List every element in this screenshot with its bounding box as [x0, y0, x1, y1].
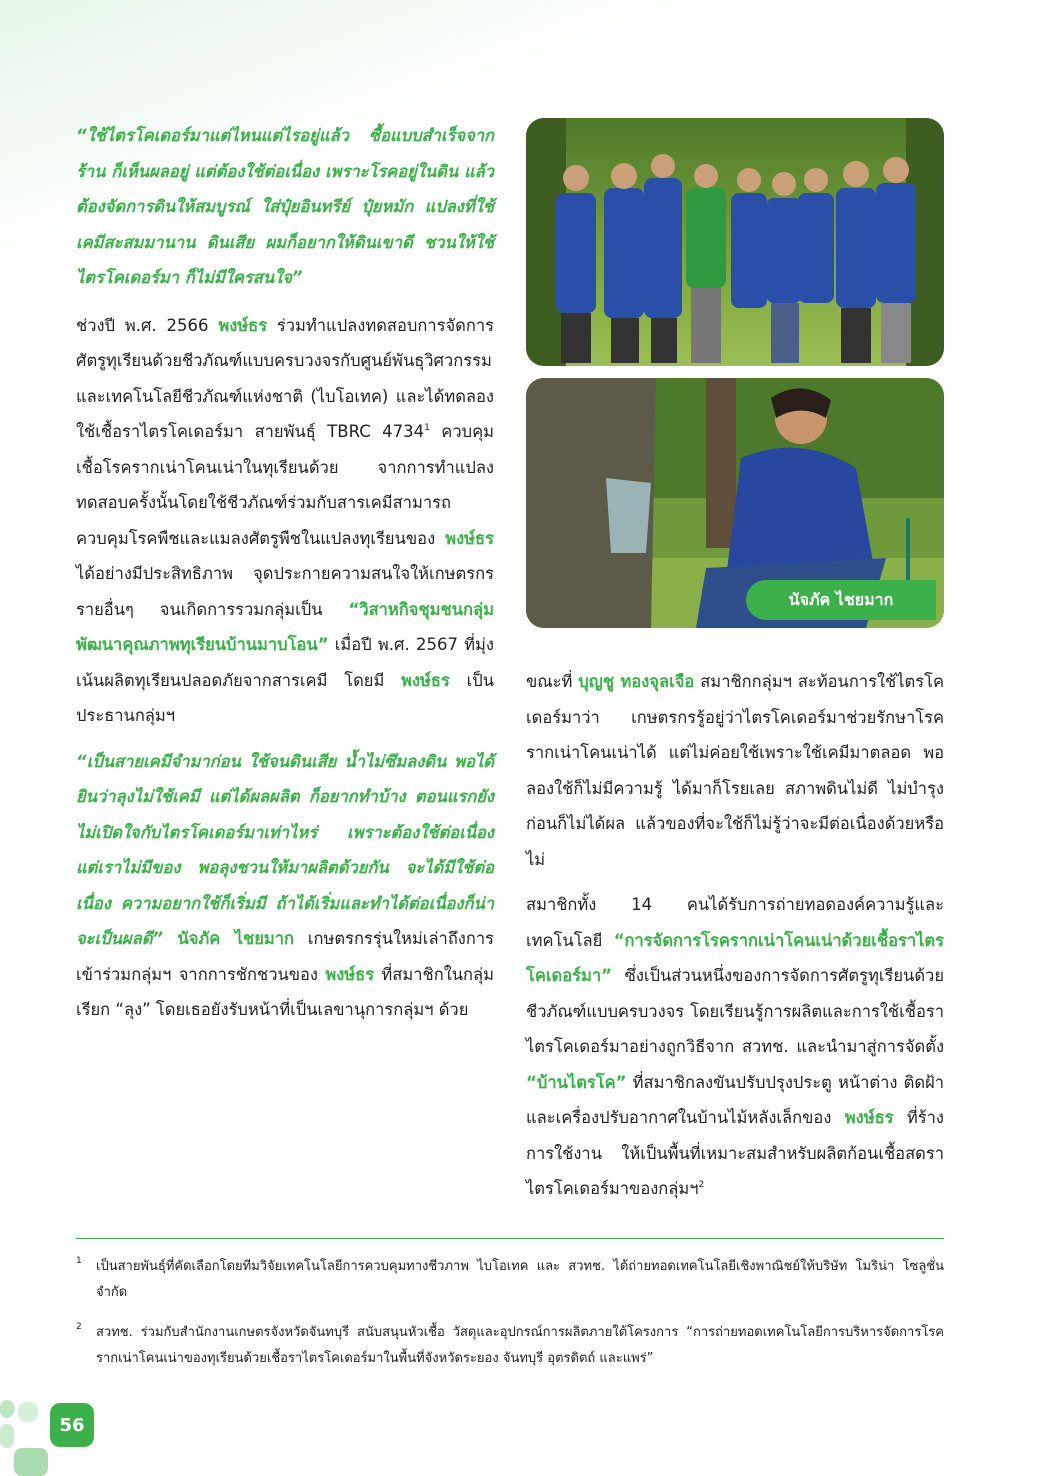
- photo-caption: นัจภัค ไชยมาก: [746, 580, 936, 620]
- topic-highlight: “การจัดการโรครากเน่าโคนเน่าด้วยเชื้อราไตรโคเดอร์มา”: [526, 930, 944, 985]
- name-highlight: พงษ์ธร: [445, 528, 494, 548]
- footnote-number: 2: [76, 1322, 82, 1332]
- decor-square: [14, 1448, 48, 1476]
- name-highlight: พงษ์ธร: [844, 1108, 894, 1127]
- paragraph-history: ช่วงปี พ.ศ. 2566 พงษ์ธร ร่วมทำแปลงทดสอบการจัดการศัตรูทุเรียนด้วยชีวภัณฑ์แบบครบวงจรกับศูนย์พันธุวิศวกรรมและเทคโนโลยีชีวภัณฑ์แห่งชาติ (ไบโอเทค) และได้ทดลองใช้เชื้อราไตรโคเดอร์มา สายพันธุ์ TBRC 4734$^1$ ควบคุมเชื้อโรครากเน่าโคนเน่าในทุเรียนด้วย จากการทำแปลงทดสอบครั้งนั้นโดยใช้ชีวภัณฑ์ร่วมกับสารเคมีสามารถควบคุมโรคพืชและแมลงศัตรูพืชในแปลงทุเรียนของ พงษ์ธร ได้อย่างมีประสิทธิภาพ จุดประกายความสนใจให้เกษตรกรรายอื่นๆ จนเกิดการรวมกลุ่มเป็น “วิสาหกิจชุมชนกลุ่มพัฒนาคุณภาพทุเรียนบ้านมาบโอน” เมื่อปี พ.ศ. 2567 ที่มุ่งเน้นผลิตทุเรียนปลอดภัยจากสารเคมี โดยมี พงษ์ธร เป็นประธานกลุ่มฯ: [76, 315, 494, 725]
- quote-najpak: “เป็นสายเคมีจำมาก่อน ใช้จนดินเสีย น้ำไม่ซึมลงดิน พอได้ยินว่าลุงไม่ใช้เคมี แต่ได้ผลผลิต ก็อยากทำบ้าง ตอนแรกยังไม่เปิดใจกับไตรโคเดอร์มาเท่าไหร่ เพราะต้องใช้ต่อเนื่อง แต่เราไม่มีของ พอลุงชวนให้มาผลิตด้วยกัน จะได้มีใช้ต่อเนื่อง ความอยากใช้ก็เริ่มมี ถ้าได้เริ่มและทำได้ต่อเนื่องก็น่าจะเป็นผลดี”: [76, 751, 494, 948]
- footnote-text: เป็นสายพันธุ์ที่คัดเลือกโดยทีมวิจัยเทคโนโลยีการควบคุมทางชีวภาพ ไบโอเทค และ สวทช. ได้ถ่ายทอดเทคโนโลยีเชิงพาณิชย์ให้บริษัท โมริน่า โซลูชั่น จำกัด: [96, 1259, 944, 1300]
- footnote-text: สวทช. ร่วมกับสำนักงานเกษตรจังหวัดจันทบุรี สนับสนุนหัวเชื้อ วัสดุและอุปกรณ์การผลิตภายใต้โครงการ “การถ่ายทอดเทคโนโลยีการบริหารจัดการโรครากเน่าโคนเน่าของทุเรียนด้วยเชื้อราไตรโคเดอร์มาในพื้นที่จังหวัดระยอง จันทบุรี อุตรดิตถ์ และแพร่”: [96, 1325, 944, 1366]
- right-column: [526, 664, 944, 1217]
- decor-square: [18, 1402, 38, 1422]
- name-highlight: นัจภัค ไชยมาก: [163, 929, 295, 948]
- group-photo-image: [526, 118, 944, 366]
- group-photo: [526, 118, 944, 366]
- footnote-ref-2: 2: [698, 1180, 705, 1190]
- name-highlight: บุญชู ทองจุลเจือ: [578, 672, 695, 691]
- paragraph-najpak: “เป็นสายเคมีจำมาก่อน ใช้จนดินเสีย น้ำไม่ซึมลงดิน พอได้ยินว่าลุงไม่ใช้เคมี แต่ได้ผลผลิต ก็อยากทำบ้าง ตอนแรกยังไม่เปิดใจกับไตรโคเดอร์มาเท่าไหร่ เพราะต้องใช้ต่อเนื่อง แต่เราไม่มีของ พอลุงชวนให้มาผลิตด้วยกัน จะได้มีใช้ต่อเนื่อง ความอยากใช้ก็เริ่มมี ถ้าได้เริ่มและทำได้ต่อเนื่องก็น่าจะเป็นผลดี” นัจภัค ไชยมาก เกษตรกรรุ่นใหม่เล่าถึงการเข้าร่วมกลุ่มฯ จากการชักชวนของ พงษ์ธร ที่สมาชิกในกลุ่มเรียก “ลุง” โดยเธอยังรับหน้าที่เป็นเลขานุการกลุ่มฯ ด้วย: [76, 751, 495, 1019]
- left-column: [76, 118, 494, 1038]
- page-number: 56: [50, 1403, 94, 1447]
- paragraph-members: สมาชิกทั้ง 14 คนได้รับการถ่ายทอดองค์ความรู้และเทคโนโลยี “การจัดการโรครากเน่าโคนเน่าด้วยเชื้อราไตรโคเดอร์มา” ซึ่งเป็นส่วนหนึ่งของการจัดการศัตรูทุเรียนด้วยชีวภัณฑ์แบบครบวงจร โดยเรียนรู้การผลิตและการใช้เชื้อราไตรโคเดอร์มาอย่างถูกวิธีจาก สวทช. และนำมาสู่การจัดตั้ง “บ้านไตรโค” ที่สมาชิกลงขันปรับปรุงประตู หน้าต่าง ติดฝ้าและเครื่องปรับอากาศในบ้านไม้หลังเล็กของ พงษ์ธร ที่ร้างการใช้งาน ให้เป็นพื้นที่เหมาะสมสำหรับผลิตก้อนเชื้อสดราไตรโคเดอร์มาของกลุ่มฯ$^2$: [526, 895, 944, 1198]
- name-highlight: พงษ์ธร: [325, 964, 375, 984]
- footnote-divider: [76, 1238, 944, 1239]
- name-highlight: พงษ์ธร: [401, 670, 450, 690]
- footnote-2: [76, 1320, 944, 1372]
- group-name-highlight: “วิสาหกิจชุมชนกลุ่มพัฒนาคุณภาพทุเรียนบ้านมาบโอน”: [76, 599, 494, 654]
- footnote-1: [76, 1254, 944, 1306]
- paragraph-boonchu: ขณะที่ บุญชู ทองจุลเจือ สมาชิกกลุ่มฯ สะท้อนการใช้ไตรโคเดอร์มาว่า เกษตรกรรู้อยู่ว่าไตรโคเดอร์มาช่วยรักษาโรครากเน่าโคนเน่าได้ แต่ไม่ค่อยใช้เพราะใช้เคมีมาตลอด พอลองใช้ก็ไม่มีความรู้ ได้มาก็โรยเลย สภาพดินไม่ดี ไม่บำรุงก่อนก็ไม่ได้ผล แล้วของที่จะใช้ก็ไม่รู้ว่าจะมีต่อเนื่องด้วยหรือไม่: [526, 672, 944, 869]
- name-highlight: พงษ์ธร: [218, 315, 268, 335]
- decor-square: [0, 1400, 14, 1418]
- quote-pongthorn: “ใช้ไตรโคเดอร์มาแต่ไหนแต่ไรอยู่แล้ว ซื้อแบบสำเร็จจากร้าน ก็เห็นผลอยู่ แต่ต้องใช้ต่อเนื่อง เพราะโรคอยู่ในดิน แล้วต้องจัดการดินให้สมบูรณ์ ใส่ปุ๋ยอินทรีย์ ปุ๋ยหมัก แปลงที่ใช้เคมีสะสมมานาน ดินเสีย ผมก็อยากให้ดินเขาดี ชวนให้ใช้ไตรโคเดอร์มา ก็ไม่มีใครสนใจ”: [76, 126, 494, 287]
- footnote-ref-1: 1: [424, 423, 430, 433]
- decor-square: [0, 1424, 14, 1448]
- house-highlight: “บ้านไตรโค”: [526, 1072, 627, 1092]
- footnote-number: 1: [76, 1256, 82, 1266]
